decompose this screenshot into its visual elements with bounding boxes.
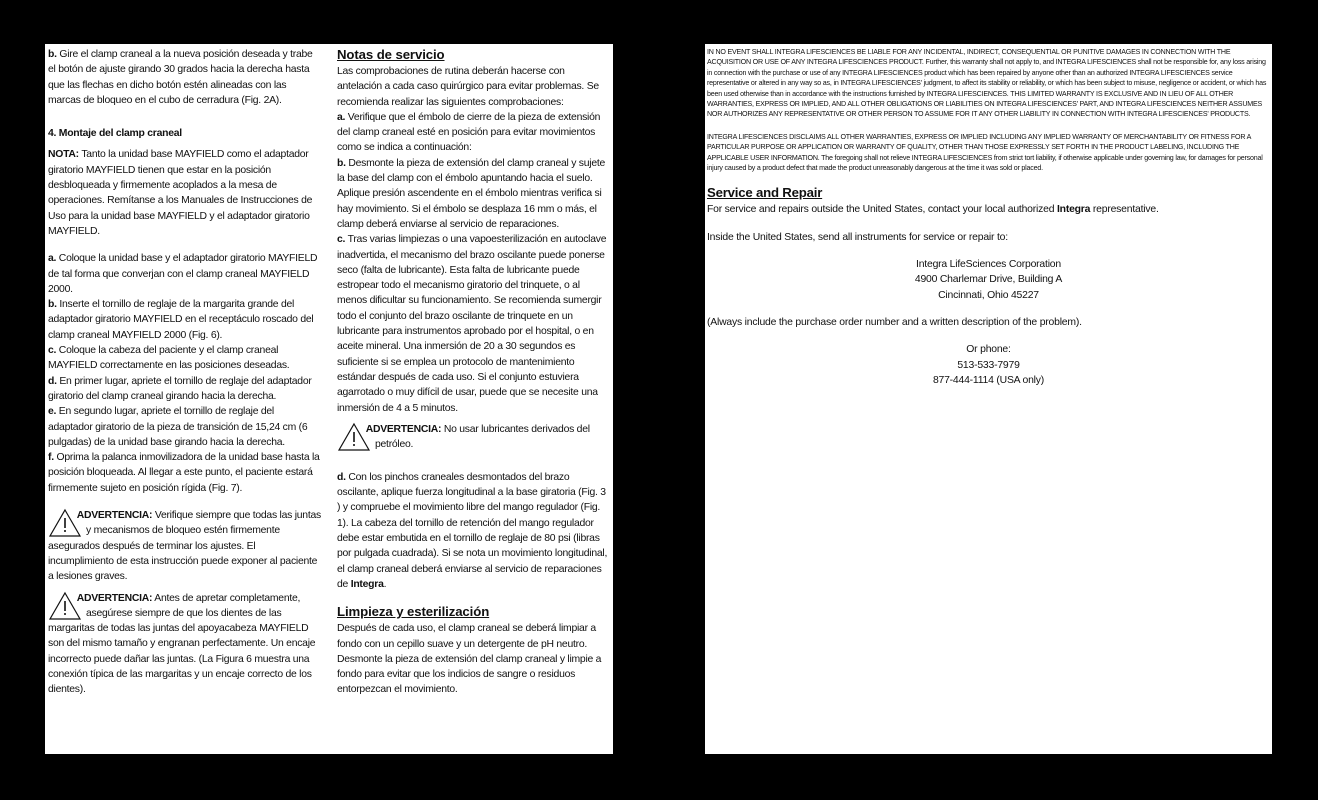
item-text: En primer lugar, apriete el tornillo de reglaje del adaptador giratorio del clamp craneal girando hacia la derecha. [48,375,312,402]
list-item [48,450,321,496]
service-repair-heading: Service and Repair [707,185,823,201]
item-label: a. [48,253,57,265]
left-column [48,47,321,698]
list-item [48,297,321,343]
warranty-column [707,47,1270,388]
warning-block [337,422,610,458]
item-text-end: . [383,578,387,590]
left-page [45,44,613,754]
service-notes-heading: Notas de servicio [337,47,445,62]
list-item [48,251,321,297]
item-label: e. [48,406,57,418]
service-intro-start: For service and repairs outside the United States, contact your local authorized [707,204,1057,216]
right-column [337,47,610,698]
purchase-note: (Always include the purchase order number and a written description of the problem). [707,316,1082,328]
item-text: Tras varias limpiezas o una vapoesterilización en autoclave inadvertida, el mecanismo del brazo oscilante puede ponerse seco (falta de lubricante). Esta falta de lubricante puede estropear todo el mecanismo giratorio del trinquete, o al menos dificultar su funcionamiento. Se recomienda sumergir todo el conjunto del brazo oscilante de trinquete en un lubricante para instrumentos aprobado por el hospital, o en aceite mineral. Una inmersión de 20 a 30 segundos es suficiente si se emplea un protocolo de mantenimiento estándar después de cada uso. Si el conjunto estuviera agarrotado o muy difícil de usar, puede que se necesite una inmersión de 4 a 5 minutos. [337,234,607,414]
item-text: Oprima la palanca inmovilizadora de la unidad base hasta la posición bloqueada. Al llegar a este punto, el paciente estará firmemente sujeto en posición rígida (Fig. 7). [48,452,320,494]
liability-paragraph: IN NO EVENT SHALL INTEGRA LIFESCIENCES BE LIABLE FOR ANY INCIDENTAL, INDIRECT, CONSEQUENTIAL OR PUNITIVE DAMAGES IN CONNECTION WITH THE ACQUISITION OR USE OF ANY INTEGRA LIFESCIENCES PRODUCT. Further, this warranty shall not apply to, and INTEGRA LIFESCIENCES shall not be responsible for, any loss arising in connection with the purchase or use of any INTEGRA LIFESCIENCES product which has been repaired by anyone other than an authorized INTEGRA LIFESCIENCES service representative or altered in any way so as, in INTEGRA LIFESCIENCES' judgment, to affect its stability or reliability, or which has been subject to misuse, negligence or accident, or which has been used otherwise than in accordance with the instructions furnished by INTEGRA LIFESCIENCES. THIS LIMITED WARRANTY IS EXCLUSIVE AND IN LIEU OF ALL OTHER WARRANTIES, EXPRESS OR IMPLIED, AND ALL OTHER OBLIGATIONS OR LIABILITIES ON INTEGRA LIFESCIENCES' PART, AND INTEGRA LIFESCIENCES NEITHER ASSUMES NOR AUTHORIZES ANY REPRESENTATIVE OR OTHER PERSON TO ASSUME FOR IT ANY OTHER LIABILITY IN CONNECTION WITH INTEGRA LIFESCIENCES' PRODUCTS. [707,48,1267,119]
phone-number: 513-533-7979 [957,359,1020,371]
item-label: a. [337,111,346,123]
item-label: f. [48,452,54,464]
item-text: Coloque la unidad base y el adaptador giratorio MAYFIELD de tal forma que converjan con el clamp craneal MAYFIELD 2000. [48,253,318,295]
cleaning-heading: Limpieza y esterilización [337,604,490,620]
warning-block [48,508,321,584]
list-item [48,404,321,450]
nota-label: NOTA: [48,149,79,161]
warning-text: No usar lubricantes derivados del petróleo. [375,423,590,451]
item-text: En segundo lugar, apriete el tornillo de reglaje del adaptador giratorio de la pieza de transición de 15,24 cm (6 pulgadas) de la unidad base girando hacia la derecha. [48,406,308,448]
warning-text: Verifique siempre que todas las juntas y mecanismos de bloqueo estén firmemente asegurados después de terminar los ajustes. El incumplimiento de esta instrucción puede exponer al paciente a lesiones graves. [48,510,321,583]
address-line: Cincinnati, Ohio 45227 [938,289,1039,301]
item-label: b. [48,299,57,311]
list-item [337,156,610,232]
step-b-paragraph [48,47,321,108]
service-intro-end: representative. [1090,204,1159,216]
section-4-title: 4. Montaje del clamp craneal [48,128,182,140]
cleaning-text: Después de cada uso, el clamp craneal se deberá limpiar a fondo con un cepillo suave y un detergente de pH neutro. Desmonte la pieza de extensión del clamp craneal y limpie a fondo para evitar que los indicios de sangre o residuos entorpezcan el movimiento. [337,623,602,696]
list-item [48,343,321,374]
item-text: Inserte el tornillo de reglaje de la margarita grande del adaptador giratorio MAYFIELD en el receptáculo roscado del clamp craneal MAYFIELD 2000 (Fig. 6). [48,299,314,341]
address-line: 4900 Charlemar Drive, Building A [914,274,1063,286]
item-text: Con los pinchos craneales desmontados del brazo oscilante, aplique fuerza longitudinal a la base giratoria (Fig. 3 ) y compruebe el movimiento libre del mango regulador (Fig. 1). La cabeza del tornillo de retención del mango regulador debe estar embutida en el tornillo de reglaje de 80 psi (libras por pulgada cuadrada). Si se nota un movimiento longitudinal, el clamp craneal deberá enviarse al servicio de reparaciones de [337,471,608,590]
list-item [48,374,321,405]
list-item [337,470,610,592]
phone-number-usa: 877-444-1114 (USA only) [932,374,1045,386]
item-label: c. [337,234,346,246]
address-line: Integra LifeSciences Corporation [916,259,1061,271]
warning-text: Antes de apretar completamente, asegúrese siempre de que los dientes de las margaritas de todas las juntas del apoyacabeza MAYFIELD son del mismo tamaño y engranan perfectamente. Un encaje incorrecto puede dañar las juntas. (La Figura 6 muestra una conexión típica de las margaritas y un encaje correcto de los dientes). [48,592,316,696]
nota-text: Tanto la unidad base MAYFIELD como el adaptador giratorio MAYFIELD tienen que estar en la posición desbloqueada y firmemente acoplados a la mesa de operaciones. Remítanse a los Manuales de Instrucciones de Uso para la unidad base MAYFIELD y el adaptador giratorio MAYFIELD. [48,149,313,237]
service-intro: Las comprobaciones de rutina deberán hacerse con antelación a cada caso quirúrgico para evitar problemas. Se recomienda realizar las siguientes comprobaciones: [337,66,599,108]
warning-label: ADVERTENCIA: [76,592,153,604]
step-b-text: Gire el clamp craneal a la nueva posición deseada y trabe el botón de ajuste girando 30 grados hacia la derecha hasta que las flechas en dicho botón estén alineadas con las marcas de bloqueo en el cubo de cerradura (Fig. 2A). [48,49,313,106]
item-text: Verifique que el émbolo de cierre de la pieza de extensión del clamp craneal esté en posición para evitar movimientos como se indica a continuación: [337,111,601,154]
list-item [337,232,610,416]
warning-block [48,591,321,698]
inside-us-text: Inside the United States, send all instruments for service or repair to: [707,231,1008,243]
item-label: c. [48,345,57,357]
disclaimer-paragraph: INTEGRA LIFESCIENCES DISCLAIMS ALL OTHER WARRANTIES, EXPRESS OR IMPLIED INCLUDING ANY IMPLIED WARRANTY OF MERCHANTABILITY OR FITNESS FOR A PARTICULAR PURPOSE OR APPLICATION OR WARRANTY OF QUALITY, OTHER THAN THOSE EXPRESSLY SET FORTH IN THE PRODUCT LABELING, INCLUDING THE APPLICABLE USER INFORMATION. The foregoing shall not relieve INTEGRA LIFESCIENCES from strict tort liability, if otherwise applicable under governing law, for damages for personal injury caused by a product defect that made the product unreasonably dangerous at the time it was sold or placed. [707,132,1263,173]
item-label: b. [337,157,346,169]
phone-label: Or phone: [966,344,1011,356]
step-b-label: b. [48,49,57,60]
warning-label: ADVERTENCIA: [365,423,442,435]
item-label: d. [48,375,57,387]
nota-paragraph [48,147,321,239]
brand-name: Integra [350,578,384,590]
service-intro-text [707,202,1270,217]
right-page [705,44,1272,754]
warning-label: ADVERTENCIA: [76,510,153,522]
item-text: Coloque la cabeza del paciente y el clamp craneal MAYFIELD correctamente en las posiciones deseadas. [48,345,290,372]
item-text: Desmonte la pieza de extensión del clamp craneal y sujete la base del clamp con el émbolo apuntando hacia el suelo. Aplique presión ascendente en el émbolo mientras verifica si hay movimiento. Si el émbolo se desplaza 16 mm o más, el clamp deberá enviarse al servicio de reparaciones. [337,157,606,230]
brand-name: Integra [1056,204,1091,216]
item-label: d. [337,471,346,483]
list-item [337,110,610,156]
